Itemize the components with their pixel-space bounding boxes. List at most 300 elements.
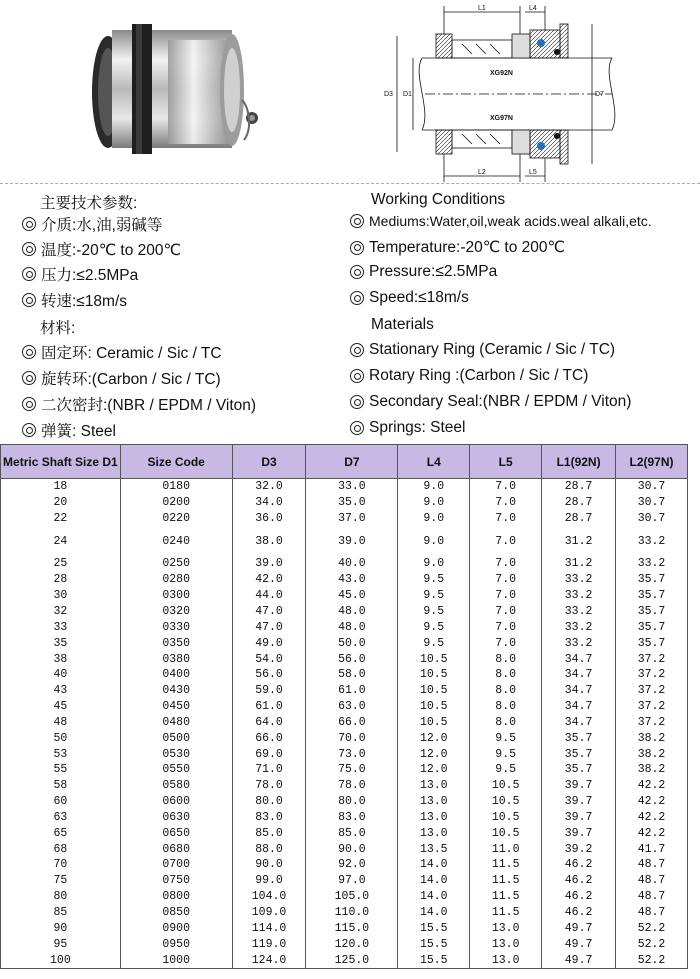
table-cell: 63 — [1, 810, 121, 826]
table-cell: 38.2 — [616, 731, 688, 747]
table-body — [1, 479, 688, 969]
table-cell: 11.0 — [470, 842, 542, 858]
cn-spec-medium: 介质:水,油,弱碱等 — [22, 213, 162, 235]
table-cell: 68 — [1, 842, 121, 858]
circle-bullet-icon — [350, 265, 364, 279]
en-materials-heading: Materials — [371, 316, 434, 333]
table-cell: 0600 — [120, 794, 232, 810]
table-cell: 0580 — [120, 778, 232, 794]
table-cell: 7.0 — [470, 636, 542, 652]
table-cell: 35.0 — [306, 495, 398, 511]
table-row — [1, 747, 688, 763]
table-cell: 49.7 — [542, 953, 616, 969]
table-row — [1, 667, 688, 683]
table-cell: 88.0 — [232, 842, 306, 858]
table-cell: 13.5 — [398, 842, 470, 858]
table-cell: 0850 — [120, 905, 232, 921]
table-cell: 85.0 — [232, 826, 306, 842]
table-cell: 104.0 — [232, 889, 306, 905]
table-cell: 9.5 — [470, 731, 542, 747]
table-cell: 7.0 — [470, 572, 542, 588]
table-cell: 0530 — [120, 747, 232, 763]
table-cell: 33.2 — [542, 604, 616, 620]
table-cell: 33 — [1, 620, 121, 636]
table-cell: 9.5 — [470, 747, 542, 763]
dim-l5-label: L5 — [529, 169, 537, 176]
col-header-shaft-size: Metric Shaft Size D1 — [1, 445, 121, 479]
table-cell: 12.0 — [398, 747, 470, 763]
table-cell: 7.0 — [470, 495, 542, 511]
table-cell: 10.5 — [398, 715, 470, 731]
table-cell: 39.7 — [542, 826, 616, 842]
table-cell: 38.2 — [616, 747, 688, 763]
table-cell: 30.7 — [616, 511, 688, 527]
table-row — [1, 479, 688, 495]
table-cell: 33.2 — [542, 620, 616, 636]
table-cell: 9.0 — [398, 527, 470, 557]
table-cell: 48.7 — [616, 889, 688, 905]
cn-material-stationary: 固定环: Ceramic / Sic / TC — [22, 341, 222, 363]
table-cell: 48.7 — [616, 873, 688, 889]
table-cell: 35.7 — [542, 747, 616, 763]
table-cell: 119.0 — [232, 937, 306, 953]
table-cell: 39.0 — [306, 527, 398, 557]
circle-bullet-icon — [22, 217, 36, 231]
table-row — [1, 937, 688, 953]
table-cell: 48.0 — [306, 620, 398, 636]
table-cell: 0240 — [120, 527, 232, 557]
table-cell: 95 — [1, 937, 121, 953]
table-cell: 8.0 — [470, 683, 542, 699]
circle-bullet-icon — [350, 241, 364, 255]
table-cell: 46.2 — [542, 905, 616, 921]
table-cell: 42.2 — [616, 794, 688, 810]
table-cell: 30.7 — [616, 479, 688, 495]
table-row — [1, 715, 688, 731]
table-cell: 85.0 — [306, 826, 398, 842]
col-header-d7: D7 — [306, 445, 398, 479]
table-cell: 58.0 — [306, 667, 398, 683]
table-cell: 13.0 — [398, 826, 470, 842]
table-cell: 65 — [1, 826, 121, 842]
table-cell: 11.5 — [470, 858, 542, 874]
table-cell: 90.0 — [232, 858, 306, 874]
table-cell: 10.5 — [470, 826, 542, 842]
table-cell: 13.0 — [470, 937, 542, 953]
table-row — [1, 731, 688, 747]
table-cell: 32 — [1, 604, 121, 620]
table-row — [1, 842, 688, 858]
col-header-l4: L4 — [398, 445, 470, 479]
table-cell: 15.5 — [398, 953, 470, 969]
table-row — [1, 953, 688, 969]
table-row — [1, 588, 688, 604]
table-cell: 37.2 — [616, 652, 688, 668]
dim-d1-label: D1 — [403, 91, 412, 98]
table-cell: 0650 — [120, 826, 232, 842]
table-cell: 0700 — [120, 858, 232, 874]
table-cell: 10.5 — [398, 667, 470, 683]
table-cell: 37.0 — [306, 511, 398, 527]
table-cell: 9.5 — [398, 636, 470, 652]
cn-material-spring: 弹簧: Steel — [22, 419, 116, 441]
table-cell: 66.0 — [232, 731, 306, 747]
table-cell: 50 — [1, 731, 121, 747]
table-cell: 64.0 — [232, 715, 306, 731]
circle-bullet-icon — [350, 395, 364, 409]
table-cell: 38.2 — [616, 763, 688, 779]
table-cell: 80.0 — [232, 794, 306, 810]
table-row — [1, 511, 688, 527]
table-cell: 28 — [1, 572, 121, 588]
table-cell: 7.0 — [470, 511, 542, 527]
table-cell: 114.0 — [232, 921, 306, 937]
table-cell: 38.0 — [232, 527, 306, 557]
table-cell: 61.0 — [232, 699, 306, 715]
table-cell: 41.7 — [616, 842, 688, 858]
table-cell: 37.2 — [616, 683, 688, 699]
col-header-size-code: Size Code — [120, 445, 232, 479]
table-row — [1, 858, 688, 874]
table-row — [1, 905, 688, 921]
cn-material-rotary: 旋转环:(Carbon / Sic / TC) — [22, 367, 221, 389]
table-cell: 0950 — [120, 937, 232, 953]
table-cell: 73.0 — [306, 747, 398, 763]
table-cell: 46.2 — [542, 889, 616, 905]
table-cell: 18 — [1, 479, 121, 495]
table-cell: 12.0 — [398, 763, 470, 779]
table-cell: 52.2 — [616, 953, 688, 969]
table-row — [1, 889, 688, 905]
table-cell: 109.0 — [232, 905, 306, 921]
table-cell: 11.5 — [470, 905, 542, 921]
table-cell: 0320 — [120, 604, 232, 620]
table-cell: 30 — [1, 588, 121, 604]
table-cell: 33.2 — [616, 527, 688, 557]
en-material-secondary: Secondary Seal:(NBR / EPDM / Viton) — [350, 393, 631, 411]
table-cell: 28.7 — [542, 495, 616, 511]
table-cell: 120.0 — [306, 937, 398, 953]
table-cell: 40.0 — [306, 557, 398, 573]
table-cell: 0630 — [120, 810, 232, 826]
table-cell: 58 — [1, 778, 121, 794]
table-cell: 43 — [1, 683, 121, 699]
table-cell: 34.7 — [542, 652, 616, 668]
circle-bullet-icon — [22, 397, 36, 411]
table-cell: 35.7 — [616, 588, 688, 604]
table-cell: 22 — [1, 511, 121, 527]
table-cell: 9.0 — [398, 479, 470, 495]
table-cell: 66.0 — [306, 715, 398, 731]
table-cell: 33.0 — [306, 479, 398, 495]
table-cell: 54.0 — [232, 652, 306, 668]
table-row — [1, 557, 688, 573]
table-row — [1, 636, 688, 652]
circle-bullet-icon — [350, 369, 364, 383]
en-heading: Working Conditions — [371, 191, 506, 208]
circle-bullet-icon — [22, 423, 36, 437]
table-cell: 61.0 — [306, 683, 398, 699]
table-cell: 42.2 — [616, 778, 688, 794]
cross-section-drawing — [397, 6, 615, 182]
table-cell: 70 — [1, 858, 121, 874]
circle-bullet-icon — [22, 293, 36, 307]
table-cell: 9.5 — [398, 588, 470, 604]
table-cell: 0430 — [120, 683, 232, 699]
table-cell: 50.0 — [306, 636, 398, 652]
table-cell: 42.2 — [616, 826, 688, 842]
circle-bullet-icon — [350, 214, 364, 228]
table-cell: 47.0 — [232, 604, 306, 620]
table-cell: 33.2 — [616, 557, 688, 573]
table-cell: 15.5 — [398, 937, 470, 953]
table-cell: 38 — [1, 652, 121, 668]
table-row — [1, 810, 688, 826]
table-row — [1, 604, 688, 620]
table-cell: 36.0 — [232, 511, 306, 527]
table-cell: 0330 — [120, 620, 232, 636]
table-cell: 0800 — [120, 889, 232, 905]
table-cell: 105.0 — [306, 889, 398, 905]
table-cell: 37.2 — [616, 699, 688, 715]
table-cell: 69.0 — [232, 747, 306, 763]
table-cell: 7.0 — [470, 527, 542, 557]
table-cell: 100 — [1, 953, 121, 969]
table-cell: 12.0 — [398, 731, 470, 747]
table-cell: 56.0 — [306, 652, 398, 668]
table-cell: 14.0 — [398, 873, 470, 889]
product-photo-and-drawing — [0, 0, 700, 183]
table-cell: 35.7 — [542, 731, 616, 747]
dim-l1-label: L1 — [478, 5, 486, 12]
table-cell: 14.0 — [398, 905, 470, 921]
top-figures — [0, 0, 700, 183]
table-cell: 71.0 — [232, 763, 306, 779]
table-cell: 75.0 — [306, 763, 398, 779]
table-row — [1, 921, 688, 937]
table-cell: 34.0 — [232, 495, 306, 511]
table-cell: 31.2 — [542, 527, 616, 557]
table-cell: 70.0 — [306, 731, 398, 747]
table-cell: 35.7 — [616, 636, 688, 652]
table-cell: 13.0 — [470, 921, 542, 937]
model-bottom-label: XG97N — [490, 115, 513, 122]
table-cell: 13.0 — [470, 953, 542, 969]
en-spec-mediums: Mediums:Water,oil,weak acids.weal alkali,etc. — [350, 213, 652, 229]
table-cell: 13.0 — [398, 778, 470, 794]
circle-bullet-icon — [350, 343, 364, 357]
table-row — [1, 652, 688, 668]
table-cell: 35.7 — [542, 763, 616, 779]
en-material-rotary: Rotary Ring :(Carbon / Sic / TC) — [350, 367, 588, 385]
table-cell: 0450 — [120, 699, 232, 715]
table-cell: 48.0 — [306, 604, 398, 620]
table-row — [1, 873, 688, 889]
table-cell: 0350 — [120, 636, 232, 652]
circle-bullet-icon — [22, 267, 36, 281]
table-cell: 9.5 — [470, 763, 542, 779]
col-header-l2: L2(97N) — [616, 445, 688, 479]
table-cell: 0500 — [120, 731, 232, 747]
table-cell: 8.0 — [470, 667, 542, 683]
seal-photo — [92, 24, 258, 154]
model-top-label: XG92N — [490, 70, 513, 77]
table-cell: 7.0 — [470, 557, 542, 573]
table-cell: 44.0 — [232, 588, 306, 604]
cn-materials-heading: 材料: — [40, 320, 76, 337]
table-cell: 7.0 — [470, 479, 542, 495]
dimension-table — [0, 444, 688, 969]
table-cell: 9.5 — [398, 572, 470, 588]
table-cell: 11.5 — [470, 889, 542, 905]
col-header-l1: L1(92N) — [542, 445, 616, 479]
table-cell: 48 — [1, 715, 121, 731]
table-cell: 0900 — [120, 921, 232, 937]
dim-d3-label: D3 — [384, 91, 393, 98]
table-cell: 85 — [1, 905, 121, 921]
col-header-l5: L5 — [470, 445, 542, 479]
table-cell: 7.0 — [470, 620, 542, 636]
table-cell: 35.7 — [616, 572, 688, 588]
table-cell: 83.0 — [306, 810, 398, 826]
dim-l4-label: L4 — [529, 5, 537, 12]
table-cell: 55 — [1, 763, 121, 779]
table-cell: 0300 — [120, 588, 232, 604]
table-cell: 0220 — [120, 511, 232, 527]
table-cell: 75 — [1, 873, 121, 889]
circle-bullet-icon — [350, 291, 364, 305]
table-cell: 56.0 — [232, 667, 306, 683]
table-row — [1, 495, 688, 511]
table-cell: 34.7 — [542, 683, 616, 699]
table-cell: 97.0 — [306, 873, 398, 889]
table-cell: 10.5 — [470, 810, 542, 826]
table-cell: 0750 — [120, 873, 232, 889]
table-cell: 80.0 — [306, 794, 398, 810]
table-cell: 0680 — [120, 842, 232, 858]
table-cell: 99.0 — [232, 873, 306, 889]
table-cell: 39.7 — [542, 794, 616, 810]
table-cell: 0480 — [120, 715, 232, 731]
table-cell: 0380 — [120, 652, 232, 668]
table-cell: 1000 — [120, 953, 232, 969]
table-cell: 13.0 — [398, 794, 470, 810]
table-cell: 8.0 — [470, 652, 542, 668]
table-cell: 78.0 — [232, 778, 306, 794]
table-cell: 42.0 — [232, 572, 306, 588]
table-cell: 9.5 — [398, 604, 470, 620]
specifications — [0, 186, 700, 444]
table-cell: 47.0 — [232, 620, 306, 636]
table-cell: 8.0 — [470, 715, 542, 731]
table-cell: 31.2 — [542, 557, 616, 573]
table-cell: 9.0 — [398, 511, 470, 527]
table-cell: 34.7 — [542, 699, 616, 715]
table-cell: 48.7 — [616, 905, 688, 921]
table-cell: 52.2 — [616, 921, 688, 937]
table-cell: 43.0 — [306, 572, 398, 588]
table-cell: 124.0 — [232, 953, 306, 969]
table-cell: 80 — [1, 889, 121, 905]
col-header-d3: D3 — [232, 445, 306, 479]
table-cell: 34.7 — [542, 715, 616, 731]
table-cell: 33.2 — [542, 572, 616, 588]
table-cell: 92.0 — [306, 858, 398, 874]
table-cell: 10.5 — [398, 683, 470, 699]
table-cell: 13.0 — [398, 810, 470, 826]
table-cell: 49.7 — [542, 921, 616, 937]
table-cell: 14.0 — [398, 889, 470, 905]
table-row — [1, 620, 688, 636]
circle-bullet-icon — [22, 242, 36, 256]
table-row — [1, 683, 688, 699]
table-cell: 35.7 — [616, 620, 688, 636]
table-cell: 14.0 — [398, 858, 470, 874]
table-cell: 37.2 — [616, 715, 688, 731]
table-row — [1, 527, 688, 557]
table-row — [1, 778, 688, 794]
table-cell: 83.0 — [232, 810, 306, 826]
table-cell: 34.7 — [542, 667, 616, 683]
en-material-spring: Springs: Steel — [350, 419, 466, 437]
table-header-row — [1, 445, 688, 479]
table-cell: 33.2 — [542, 588, 616, 604]
table-cell: 28.7 — [542, 511, 616, 527]
table-cell: 78.0 — [306, 778, 398, 794]
table-cell: 0180 — [120, 479, 232, 495]
table-cell: 10.5 — [398, 699, 470, 715]
table-cell: 9.0 — [398, 557, 470, 573]
cn-material-secondary: 二次密封:(NBR / EPDM / Viton) — [22, 393, 256, 415]
table-cell: 46.2 — [542, 873, 616, 889]
table-cell: 40 — [1, 667, 121, 683]
table-cell: 49.7 — [542, 937, 616, 953]
table-cell: 39.7 — [542, 810, 616, 826]
section-divider — [0, 183, 700, 185]
table-cell: 10.5 — [470, 794, 542, 810]
table-cell: 90 — [1, 921, 121, 937]
table-cell: 60 — [1, 794, 121, 810]
cn-spec-pressure: 压力:≤2.5MPa — [22, 263, 138, 285]
table-cell: 0400 — [120, 667, 232, 683]
table-cell: 11.5 — [470, 873, 542, 889]
table-cell: 115.0 — [306, 921, 398, 937]
table-cell: 37.2 — [616, 667, 688, 683]
table-cell: 0200 — [120, 495, 232, 511]
table-cell: 33.2 — [542, 636, 616, 652]
table-cell: 0280 — [120, 572, 232, 588]
table-cell: 63.0 — [306, 699, 398, 715]
table-cell: 39.7 — [542, 778, 616, 794]
table-cell: 42.2 — [616, 810, 688, 826]
table-row — [1, 572, 688, 588]
table-cell: 9.5 — [398, 620, 470, 636]
en-spec-temperature: Temperature:-20℃ to 200℃ — [350, 238, 565, 257]
table-cell: 39.0 — [232, 557, 306, 573]
table-row — [1, 794, 688, 810]
table-cell: 90.0 — [306, 842, 398, 858]
circle-bullet-icon — [22, 371, 36, 385]
table-cell: 49.0 — [232, 636, 306, 652]
table-cell: 52.2 — [616, 937, 688, 953]
table-cell: 15.5 — [398, 921, 470, 937]
table-cell: 10.5 — [470, 778, 542, 794]
table-cell: 46.2 — [542, 858, 616, 874]
table-cell: 0550 — [120, 763, 232, 779]
table-cell: 8.0 — [470, 699, 542, 715]
table-cell: 32.0 — [232, 479, 306, 495]
table-cell: 30.7 — [616, 495, 688, 511]
